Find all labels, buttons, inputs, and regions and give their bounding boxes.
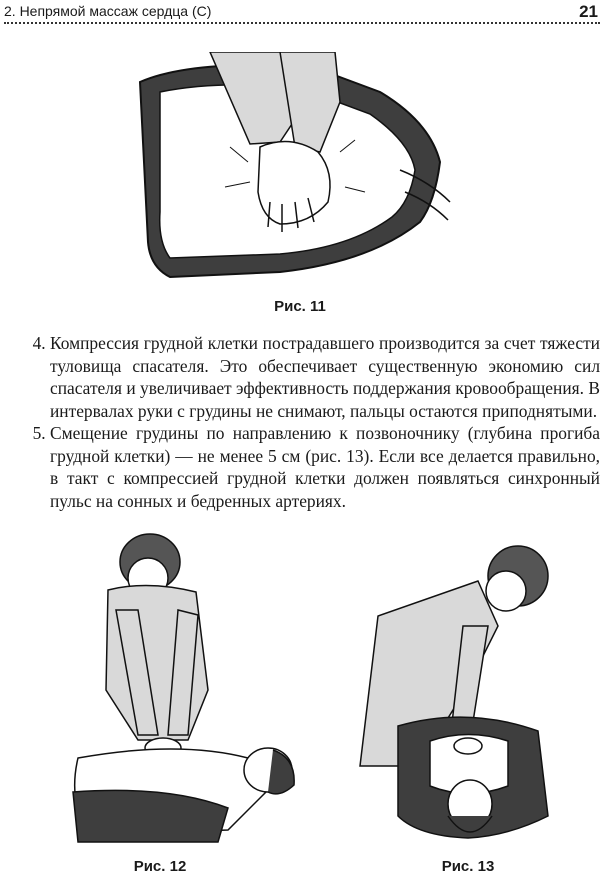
figure-13-illustration (358, 536, 558, 848)
figure-12-illustration (68, 530, 296, 845)
numbered-list (26, 332, 600, 512)
figure-11-illustration (130, 52, 470, 292)
figure-12-caption: Рис. 12 (133, 858, 187, 875)
running-header (4, 2, 600, 24)
list-item: 5. Смещение грудины по направлению к позвоночнику (глубина прогиба грудной клетки) — не менее 5 см (рис. 13). Если все делается правильно, в такт с компрессией грудной клетки должен появляться синхронный пульс на сонных и бедренных артериях. (50, 422, 600, 512)
figure-13-caption: Рис. 13 (441, 858, 495, 875)
header-divider (4, 22, 600, 24)
figure-11-caption: Рис. 11 (274, 298, 326, 315)
page-number: 21 (579, 2, 598, 21)
list-item: 4. Компрессия грудной клетки пострадавшего производится за счет тяжести туловища спасателя. Это обеспечивает существенную экономию сил спасателя и увеличивает эффективность поддержания кровообращения. В интервалах руки с грудины не снимают, пальцы остаются приподнятыми. (50, 332, 600, 422)
section-title: 2. Непрямой массаж сердца (С) (4, 3, 212, 19)
